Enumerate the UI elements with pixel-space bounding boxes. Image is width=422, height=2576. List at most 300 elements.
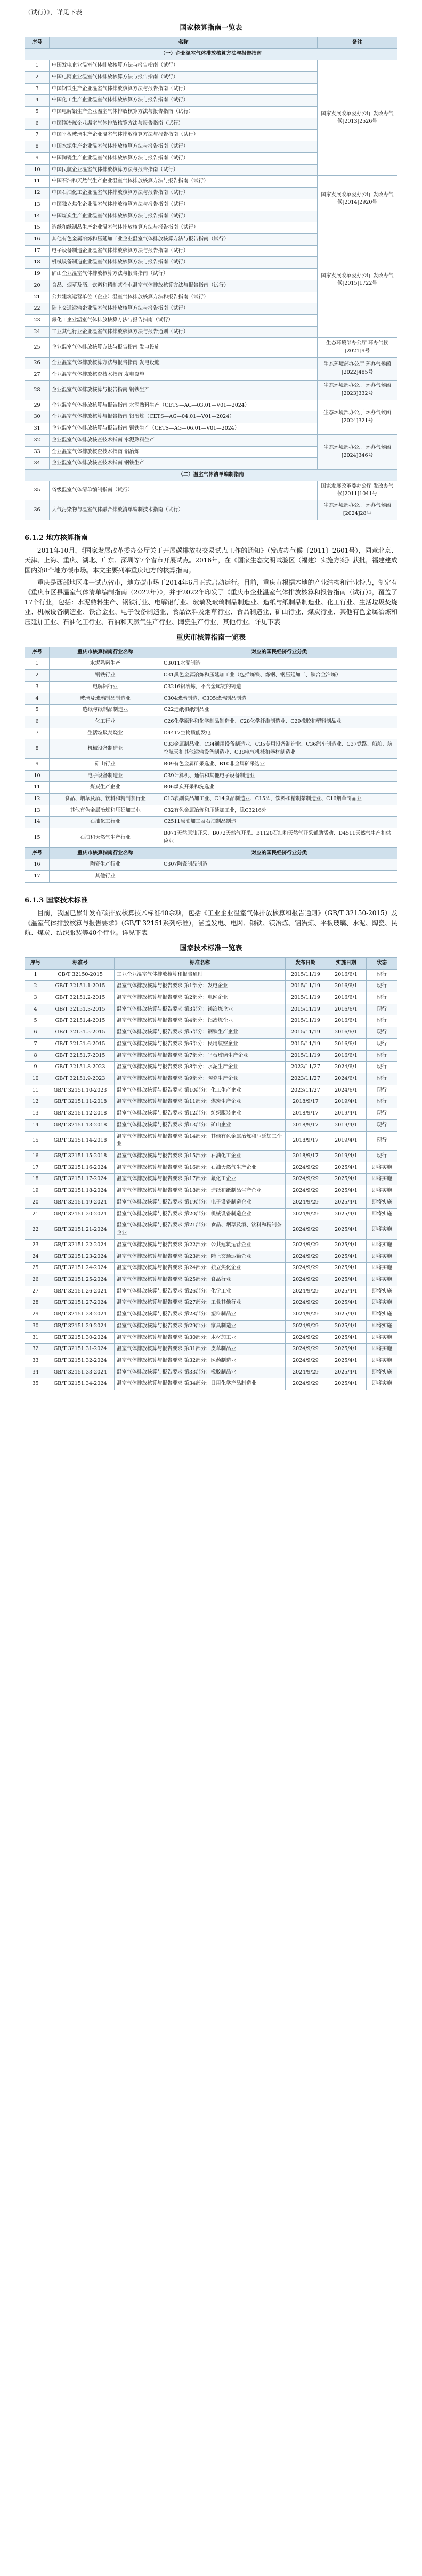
table-cell: 企业温室气体排放核算方法与报告指南 发电设施 [50, 338, 318, 357]
table-cell: 即将实施 [367, 1197, 397, 1208]
table-cell: 现行 [367, 1108, 397, 1120]
table-cell: GB/T 32151.11-2018 [46, 1096, 115, 1108]
table-cell: 2024/6/1 [326, 1085, 367, 1096]
table-cell: 2016/6/1 [326, 992, 367, 1004]
table-cell: GB/T 32151.5-2015 [46, 1027, 115, 1039]
table-cell: 温室气体排放核算与报告要求 第34部分：日用化学产品制造业 [115, 1378, 286, 1390]
table-row [25, 693, 397, 705]
table-row [25, 1355, 397, 1367]
table-cell: 2025/4/1 [326, 1185, 367, 1197]
table-cell: 企业温室气体排放核查技术指南 铝冶炼 [50, 446, 318, 458]
section-heading-standards: 6.1.3 国家技术标准 [25, 896, 88, 905]
table-cell: 机械设备制造企业温室气体排放核算方法与报告指南（试行） [50, 257, 318, 269]
table-cell: 现行 [367, 1073, 397, 1085]
table-cell: 中国发电企业温室气体排放核算方法与报告指南（试行） [50, 60, 318, 72]
table-cell: GB/T 32151.34-2024 [46, 1378, 115, 1390]
table-cell: 2025/4/1 [326, 1309, 367, 1321]
table-row [25, 1108, 397, 1120]
table-cell: 2025/4/1 [326, 1286, 367, 1297]
table-cell: 中国电解铝生产企业温室气体排放核算方法与报告指南（试行） [50, 107, 318, 118]
table-cell: 大气污染物与温室气体融合排放清单编制技术指南（试行） [50, 500, 318, 520]
table-cell: 2025/4/1 [326, 1208, 367, 1220]
table-cell: 电子设备制造业 [50, 770, 161, 782]
table-row [25, 670, 397, 682]
table-cell: 17 [25, 1162, 46, 1174]
table-cell: 6 [25, 1027, 46, 1039]
table-cell: 现行 [367, 1027, 397, 1039]
table-cell: 钢铁行业 [50, 670, 161, 682]
table-cell: 2024/9/29 [286, 1332, 326, 1344]
table-row [25, 1027, 397, 1039]
table-cell: GB/T 32151.4-2015 [46, 1015, 115, 1027]
table-row [25, 1344, 397, 1355]
table-cell: 4 [25, 95, 50, 107]
table-row [25, 1131, 397, 1150]
table-cell: 23 [25, 314, 50, 326]
table-cell: 温室气体排放核算与报告要求 第5部分：钢铁生产企业 [115, 1027, 286, 1039]
table-row [25, 782, 397, 794]
table-cell: 13 [25, 805, 50, 817]
table-cell: 2015/11/19 [286, 1015, 326, 1027]
table-row [25, 1151, 397, 1162]
table-row [25, 1220, 397, 1239]
national-standards-table [25, 957, 397, 1390]
table-cell: 中国化工生产企业温室气体排放核算方法与报告指南（试行） [50, 95, 318, 107]
table-row [25, 357, 397, 369]
table-cell: GB/T 32151.32-2024 [46, 1355, 115, 1367]
table-cell: GB/T 32151.20-2024 [46, 1208, 115, 1220]
table-cell: 中国民航企业温室气体排放核算方法与报告指南（试行） [50, 164, 318, 176]
table-cell: 现行 [367, 1085, 397, 1096]
table-cell: 14 [25, 817, 50, 828]
table-cell: 2 [25, 981, 46, 992]
table-cell: 2024/9/29 [286, 1162, 326, 1174]
national-guide-table-body [25, 49, 397, 520]
table-cell: 温室气体排放核算与报告要求 第25部分：食品行业 [115, 1274, 286, 1286]
local-paragraph-1: 2011年10月，《国家发展改革委办公厅关于开展碳排放权交易试点工作的通知》（发改办气候〔2011〕2601号），同意北京、天津、上海、重庆、湖北、广东、深圳等7个省市开展试点。2016年，在《国家生态文明试验区（福建）实施方案》获批，福建建成国内第8个地方碳市场。本文主要列举重庆地方的核算指南。 [25, 546, 397, 574]
table-cell: 13 [25, 1108, 46, 1120]
table-cell: 生态环境部办公厅 环办气候函[2024]321号 [318, 400, 397, 434]
table-cell: 31 [25, 423, 50, 435]
table-cell: 2025/4/1 [326, 1263, 367, 1274]
table-cell: 2016/6/1 [326, 1027, 367, 1039]
local-paragraph-2: 重庆是西部地区唯一试点省市，地方碳市场于2014年6月正式启动运行。目前，重庆市根据本地的产业结构和行业特点，制定有《重庆市区县温室气体清单编制指南（2022年）》，并于2022年印发了《重庆市企业温室气体排放核算和报告指南（试行）》，覆盖了17个行业，包括：水泥熟料生产、钢铁行业、电解铝行业、玻璃及玻璃制品制造业、造纸与纸制品制造业、化工行业、生活垃圾焚烧业、机械设备制造业、铁合金业、电子设备制造业、食品饮料及烟草行业、食品制造业、矿山行业、煤炭行业、其他有色金属冶炼和压延加工业、石油化工行业、石油和天然气生产行业、陶瓷生产行业，其他行业。详见下表 [25, 578, 397, 626]
table-cell: 其他行业 [50, 871, 161, 883]
header-status: 状态 [367, 957, 397, 969]
table-row [25, 969, 397, 981]
table-cell: C32有色金属冶炼和压延加工业，除C3216外 [161, 805, 397, 817]
table-cell: B06煤炭开采和洗选业 [161, 782, 397, 794]
table-cell: 2025/4/1 [326, 1220, 367, 1239]
table-cell: 30 [25, 1320, 46, 1332]
table-cell: 2018/9/17 [286, 1119, 326, 1131]
table-row [25, 1162, 397, 1174]
table-cell: GB/T 32151.17-2024 [46, 1174, 115, 1185]
table-cell: 1 [25, 969, 46, 981]
table-cell: GB/T 32151.18-2024 [46, 1185, 115, 1197]
table-cell: 2024/9/29 [286, 1378, 326, 1390]
table-cell: 温室气体排放核算与报告要求 第23部分：陆上交通运输企业 [115, 1251, 286, 1263]
table-cell: GB/T 32151.26-2024 [46, 1286, 115, 1297]
table-row [25, 805, 397, 817]
table-cell: 公共建筑运营单位（企业）温室气体排放核算方法和报告指南（试行） [50, 292, 318, 303]
table-row [25, 871, 397, 883]
table-cell: 2024/9/29 [286, 1297, 326, 1309]
header-industry: 重庆市核算指南行业名称 [50, 647, 161, 658]
table-row [25, 981, 397, 992]
table-cell: 现行 [367, 1015, 397, 1027]
table-row [25, 1197, 397, 1208]
table-cell: 矿山企业温室气体排放核算方法与报告指南（试行） [50, 269, 318, 280]
table-cell: 现行 [367, 1038, 397, 1050]
table-cell: GB/T 32151.12-2018 [46, 1108, 115, 1120]
table-cell: 2024/9/29 [286, 1344, 326, 1355]
table-cell: 33 [25, 1355, 46, 1367]
table-cell: 2016/6/1 [326, 981, 367, 992]
table-cell: 中国石油和天然气生产企业温室气体排放核算方法与报告指南（试行） [50, 176, 318, 188]
table-cell: 温室气体排放核算与报告要求 第9部分：陶瓷生产企业 [115, 1073, 286, 1085]
table-cell: 25 [25, 1263, 46, 1274]
table-cell: 1 [25, 60, 50, 72]
table-row [25, 716, 397, 728]
table-cell: 10 [25, 164, 50, 176]
table-cell: 企业温室气体排放核查技术指南 钢铁生产 [50, 458, 318, 470]
table-cell: 16 [25, 233, 50, 245]
table-cell: 石油和天然气生产行业 [50, 828, 161, 847]
table-cell: 即将实施 [367, 1208, 397, 1220]
table-cell: 2019/4/1 [326, 1151, 367, 1162]
table-cell: 现行 [367, 1131, 397, 1150]
table-cell: 中国石油化工企业温室气体排放核算方法与报告指南（试行） [50, 188, 318, 199]
table-cell: 2015/11/19 [286, 1027, 326, 1039]
table-cell: 即将实施 [367, 1332, 397, 1344]
table-cell: 企业温室气体排放核算与报告指南 铝冶炼（CETS—AG—04.01—V01—2024） [50, 411, 318, 423]
table-cell: 6 [25, 118, 50, 130]
table-header-cell: 对应的国民经济行业分类 [161, 847, 397, 859]
table-cell: 2016/6/1 [326, 1038, 367, 1050]
table-cell: 温室气体排放核算与报告要求 第27部分：工业其他行业 [115, 1297, 286, 1309]
table-row [25, 992, 397, 1004]
table-cell: 企业温室气体排放核查技术指南 水泥熟料生产 [50, 434, 318, 446]
table-cell: 即将实施 [367, 1344, 397, 1355]
table-cell: 其他有色金属冶炼和压延加工业企业温室气体排放核算方法与报告指南（试行） [50, 233, 318, 245]
table-cell: GB/T 32151.24-2024 [46, 1263, 115, 1274]
table-cell: 34 [25, 1367, 46, 1378]
table-row [25, 681, 397, 693]
table-cell: 6 [25, 716, 50, 728]
table-cell: 温室气体排放核算与报告要求 第4部分：铝冶炼企业 [115, 1015, 286, 1027]
table-cell: 17 [25, 871, 50, 883]
table-cell: 温室气体排放核算与报告要求 第28部分：塑料制品业 [115, 1309, 286, 1321]
table-cell: 15 [25, 222, 50, 234]
table-cell: 8 [25, 739, 50, 758]
table-cell: 中国电网企业温室气体排放核算方法与报告指南（试行） [50, 71, 318, 83]
table-cell: 现行 [367, 1050, 397, 1062]
table-cell: 即将实施 [367, 1185, 397, 1197]
table-cell: 现行 [367, 1151, 397, 1162]
table-cell: 生态环境部办公厅 环办气候函[2024]346号 [318, 434, 397, 469]
table-cell: 温室气体排放核算与报告要求 第33部分：橡胶制品业 [115, 1367, 286, 1378]
table-cell: 生活垃圾焚烧业 [50, 728, 161, 739]
table-cell: 即将实施 [367, 1286, 397, 1297]
table-cell: 食品、烟草及酒、饮料和精制茶企业温室气体排放核算方法与报告指南（试行） [50, 280, 318, 292]
table-cell: 生态环境部办公厅 环办气候[2021]9号 [318, 338, 397, 357]
table-cell: 玻璃及玻璃制品制造业 [50, 693, 161, 705]
table-cell: C26化学原料和化学制品制造业、C28化学纤维制造业、C29橡胶和塑料制品业 [161, 716, 397, 728]
table-row [25, 1239, 397, 1251]
table-cell: 温室气体排放核算与报告要求 第3部分：镁冶炼企业 [115, 1004, 286, 1015]
table-cell: GB/T 32151.28-2024 [46, 1309, 115, 1321]
table-cell: GB/T 32151.15-2018 [46, 1151, 115, 1162]
table-cell: 2016/6/1 [326, 1050, 367, 1062]
table-cell: 5 [25, 705, 50, 716]
table-cell: 9 [25, 152, 50, 164]
table-cell: 9 [25, 1062, 46, 1073]
table-cell: 8 [25, 1050, 46, 1062]
table-cell: 即将实施 [367, 1174, 397, 1185]
table-cell: 3 [25, 681, 50, 693]
table-cell: 企业温室气体排放核算与报告指南 钢铁生产（CETS—AG—06.01—V01—2024） [50, 423, 318, 435]
table-row [25, 1004, 397, 1015]
table-cell: GB/T 32151.2-2015 [46, 992, 115, 1004]
table-cell: 2025/4/1 [326, 1197, 367, 1208]
table-cell: 即将实施 [367, 1251, 397, 1263]
table-cell: 工业其他行业企业温室气体排放核算方法与报告通则（试行） [50, 326, 318, 338]
table-cell: 24 [25, 326, 50, 338]
table-row [25, 758, 397, 770]
table-row [25, 705, 397, 716]
table-cell: C2511原油加工及石油制品制造 [161, 817, 397, 828]
table-cell: D4417生物质能发电 [161, 728, 397, 739]
table-cell: 15 [25, 828, 50, 847]
table-cell: 2018/9/17 [286, 1151, 326, 1162]
table-cell: 2 [25, 71, 50, 83]
table-row [25, 1378, 397, 1390]
table-cell: C304玻璃制造，C305玻璃制品制造 [161, 693, 397, 705]
table-cell: 温室气体排放核算与报告要求 第31部分：皮革制品业 [115, 1344, 286, 1355]
table-cell: 即将实施 [367, 1320, 397, 1332]
table-cell: 3 [25, 83, 50, 95]
header-no: 序号 [25, 647, 50, 658]
table-row [25, 1038, 397, 1050]
table-cell: 现行 [367, 1004, 397, 1015]
table-cell: 中国水泥生产企业温室气体排放核算方法与报告指南（试行） [50, 141, 318, 153]
table-cell: 温室气体排放核算与报告要求 第6部分：民用航空企业 [115, 1038, 286, 1050]
table-cell: C307陶瓷制品制造 [161, 859, 397, 871]
table-cell: 10 [25, 1073, 46, 1085]
table-cell: 温室气体排放核算与报告要求 第15部分：石油化工企业 [115, 1151, 286, 1162]
table-cell: 温室气体排放核算与报告要求 第29部分：家具制造业 [115, 1320, 286, 1332]
table-cell: 国家发展改革委办公厅 发改办气候[2013]2526号 [318, 60, 397, 176]
table-cell: 7 [25, 130, 50, 141]
table-cell: 陶瓷生产行业 [50, 859, 161, 871]
table-cell: 2015/11/19 [286, 992, 326, 1004]
table-cell: 26 [25, 1274, 46, 1286]
table-row [25, 859, 397, 871]
table-cell: 温室气体排放核算与报告要求 第10部分：化工生产企业 [115, 1085, 286, 1096]
table-cell: GB/T 32151.3-2015 [46, 1004, 115, 1015]
table-row [25, 222, 397, 234]
table-cell: 2015/11/19 [286, 981, 326, 992]
table-cell: 企业温室气体排放核算与报告指南 钢铁生产 [50, 381, 318, 400]
table-cell: 28 [25, 381, 50, 400]
table-cell: 2024/9/29 [286, 1185, 326, 1197]
table-row [25, 1320, 397, 1332]
table-row [25, 770, 397, 782]
table-cell: 温室气体排放核算与报告要求 第7部分：平板玻璃生产企业 [115, 1050, 286, 1062]
table-cell: 现行 [367, 969, 397, 981]
table-cell: 2024/9/29 [286, 1197, 326, 1208]
table-cell: 4 [25, 1004, 46, 1015]
table-cell: 3 [25, 992, 46, 1004]
table-row [25, 728, 397, 739]
table-cell: 2025/4/1 [326, 1274, 367, 1286]
table-cell: 国家发展改革委办公厅 发改办气候[2015]1722号 [318, 222, 397, 338]
table-cell: 18 [25, 257, 50, 269]
table-cell: 温室气体排放核算与报告要求 第13部分：矿山企业 [115, 1119, 286, 1131]
table-cell: 即将实施 [367, 1263, 397, 1274]
table-row [25, 739, 397, 758]
repeat-header-row [25, 847, 397, 859]
table-cell: 现行 [367, 981, 397, 992]
table-cell: 造纸与纸制品制造业 [50, 705, 161, 716]
table-cell: 企业温室气体排放核算与报告指南 水泥熟料生产（CETS—AG—03.01—V01—2024） [50, 400, 318, 411]
table-row [25, 1286, 397, 1297]
table-row [25, 1085, 397, 1096]
header-no: 序号 [25, 37, 50, 49]
table-cell: 2019/4/1 [326, 1131, 367, 1150]
table-cell: B071天然原油开采、B072天然气开采、B1120石油和天然气开采辅助活动、D4511天然气生产和供应业 [161, 828, 397, 847]
table-cell: 机械设备制造业 [50, 739, 161, 758]
table-cell: 2023/11/27 [286, 1073, 326, 1085]
table-row [25, 1119, 397, 1131]
table-cell: 2024/9/29 [286, 1263, 326, 1274]
table-cell: C31黑色金属冶炼和压延加工业（包括炼铁、炼钢、钢压延加工、铁合金冶炼） [161, 670, 397, 682]
table-row [25, 1185, 397, 1197]
header-note: 备注 [318, 37, 397, 49]
chongqing-guide-table [25, 647, 397, 883]
table-row [25, 338, 397, 357]
table-cell: 2024/9/29 [286, 1208, 326, 1220]
table-cell: GB/T 32150-2015 [46, 969, 115, 981]
table-cell: C33金属制品业、C34通用设备制造业、C35专用设备制造业、C36汽车制造业、C37铁路、船舶、航空航天和其他运输设备制造业、C38电气机械和器材制造业 [161, 739, 397, 758]
table-cell: GB/T 32151.7-2015 [46, 1050, 115, 1062]
table-cell: C3011水泥制造 [161, 658, 397, 670]
table-cell: 33 [25, 446, 50, 458]
standards-table-title: 国家技术标准一览表 [180, 944, 242, 952]
table-cell: GB/T 32151.10-2023 [46, 1085, 115, 1096]
table-cell: 2016/6/1 [326, 969, 367, 981]
table-cell: C3216铝冶炼，不含金属锭的铸造 [161, 681, 397, 693]
table-cell: 温室气体排放核算与报告要求 第24部分：独立焦化企业 [115, 1263, 286, 1274]
table-cell: 2025/4/1 [326, 1162, 367, 1174]
table-cell: 即将实施 [367, 1309, 397, 1321]
table-cell: 35 [25, 1378, 46, 1390]
table-cell: 2025/4/1 [326, 1355, 367, 1367]
table-row [25, 500, 397, 520]
table-header-row [25, 957, 397, 969]
table-cell: 石油化工行业 [50, 817, 161, 828]
table-cell: — [161, 871, 397, 883]
table-cell: 28 [25, 1297, 46, 1309]
table-cell: 国家发展改革委办公厅 发改办气候[2014]2920号 [318, 176, 397, 222]
table-cell: 12 [25, 794, 50, 805]
table-cell: C13农副食品加工业、C14食品制造业、C15酒、饮料和精制茶制造业、C16烟草制品业 [161, 794, 397, 805]
table-row [25, 658, 397, 670]
table-cell: 10 [25, 770, 50, 782]
table-cell: 现行 [367, 1062, 397, 1073]
table-cell: 2016/6/1 [326, 1004, 367, 1015]
table-cell: 即将实施 [367, 1239, 397, 1251]
table-cell: 24 [25, 1251, 46, 1263]
table-row [25, 1251, 397, 1263]
table-cell: 水泥熟料生产 [50, 658, 161, 670]
table-cell: GB/T 32151.8-2023 [46, 1062, 115, 1073]
table-cell: 中国镁冶炼企业温室气体排放核算方法与报告指南（试行） [50, 118, 318, 130]
table-cell: GB/T 32151.31-2024 [46, 1344, 115, 1355]
table-cell: 造纸和纸制品生产企业温室气体排放核算方法与报告指南（试行） [50, 222, 318, 234]
table-cell: GB/T 32151.14-2018 [46, 1131, 115, 1150]
chongqing-guide-table-body [25, 658, 397, 882]
table-row [25, 381, 397, 400]
table-row [25, 60, 397, 72]
table-cell: 即将实施 [367, 1274, 397, 1286]
table-cell: GB/T 32151.9-2023 [46, 1073, 115, 1085]
table-row [25, 1309, 397, 1321]
table-row [25, 1274, 397, 1286]
table-cell: 5 [25, 1015, 46, 1027]
table-cell: 12 [25, 188, 50, 199]
table-cell: （一）企业温室气体排放核算方法与报告指南 [25, 49, 397, 60]
table-cell: 中国陶瓷生产企业温室气体排放核算方法与报告指南（试行） [50, 152, 318, 164]
table-cell: 18 [25, 1174, 46, 1185]
table-cell: 2025/4/1 [326, 1332, 367, 1344]
table-cell: 29 [25, 1309, 46, 1321]
table-cell: 生态环境部办公厅 环办气候函[2022]485号 [318, 357, 397, 380]
table-row [25, 1073, 397, 1085]
table-cell: 2025/4/1 [326, 1367, 367, 1378]
table-cell: 14 [25, 211, 50, 222]
table-cell: 温室气体排放核算与报告要求 第20部分：机械设备制造企业 [115, 1208, 286, 1220]
table-cell: 19 [25, 269, 50, 280]
table-cell: GB/T 32151.1-2015 [46, 981, 115, 992]
table-cell: 中国独立焦化企业温室气体排放核算方法与报告指南（试行） [50, 199, 318, 211]
table-cell: GB/T 32151.23-2024 [46, 1251, 115, 1263]
table-cell: 温室气体排放核算与报告要求 第18部分：造纸和纸制品生产企业 [115, 1185, 286, 1197]
table-cell: 生态环境部办公厅 环办气候函[2024]28号 [318, 500, 397, 520]
table-cell: 15 [25, 1131, 46, 1150]
table-cell: B09有色金属矿采选业、B10非金属矿采选业 [161, 758, 397, 770]
table-cell: 即将实施 [367, 1367, 397, 1378]
table-row [25, 1096, 397, 1108]
table-cell: 化工行业 [50, 716, 161, 728]
table-row [25, 1062, 397, 1073]
table-cell: 2015/11/19 [286, 1038, 326, 1050]
table-header-row [25, 37, 397, 49]
table-cell: 2023/11/27 [286, 1085, 326, 1096]
table-cell: 2019/4/1 [326, 1108, 367, 1120]
table-row [25, 1332, 397, 1344]
table-cell: 2024/9/29 [286, 1251, 326, 1263]
table-cell: 22 [25, 303, 50, 315]
table-cell: 2025/4/1 [326, 1344, 367, 1355]
table-cell: GB/T 32151.22-2024 [46, 1239, 115, 1251]
table-cell: GB/T 32151.16-2024 [46, 1162, 115, 1174]
header-classification: 对应的国民经济行业分类 [161, 647, 397, 658]
table-cell: 温室气体排放核算与报告要求 第19部分：电子设备制造企业 [115, 1197, 286, 1208]
table-cell: GB/T 32151.27-2024 [46, 1297, 115, 1309]
table-cell: 煤炭生产企业 [50, 782, 161, 794]
